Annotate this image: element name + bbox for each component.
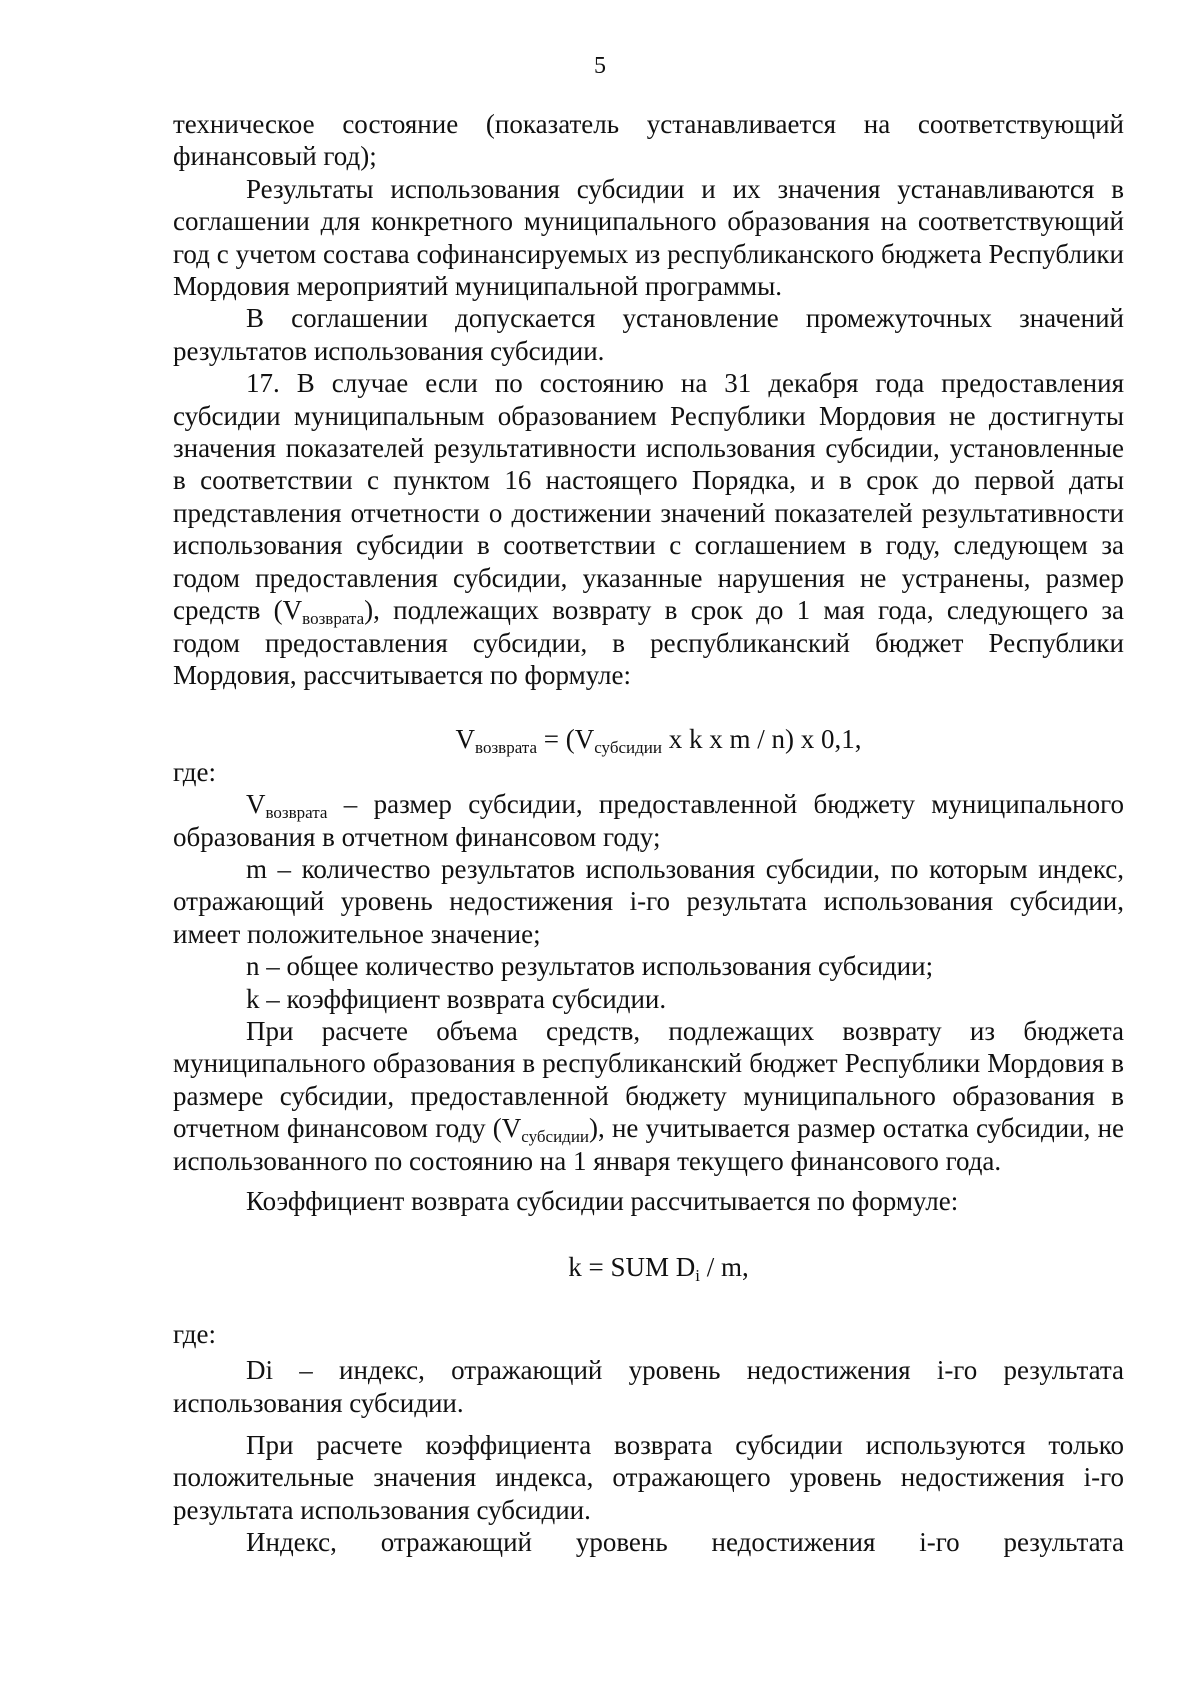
paragraph-calculation: [173, 1015, 1124, 1177]
calculation-subscript: субсидии: [521, 1127, 590, 1147]
formula-k-start: k = SUM D: [568, 1252, 696, 1283]
paragraph-index-start: Индекс, отражающий уровень недостижения i-го результата: [246, 1527, 1124, 1558]
definition-v-subscript: возврата: [265, 803, 328, 823]
where-label-2: где:: [173, 1318, 216, 1349]
formula-equals: = (V: [537, 724, 595, 755]
paragraph-intermediate-values: В соглашении допускается установление промежуточных значений результатов использования субсидии.: [173, 303, 1124, 366]
paragraph-clause-17: [173, 367, 1124, 691]
formula-coefficient: [173, 1251, 1124, 1286]
definition-v-text: – размер субсидии, предоставленной бюджету муниципального образования в отчетном финансовом году;: [173, 789, 1124, 852]
document-body: [173, 108, 1124, 1559]
formula-v: V: [455, 724, 476, 755]
definition-v-return: [173, 788, 1124, 853]
formula-sub-return: возврата: [475, 738, 537, 758]
paragraph-technical-state: техническое состояние (показатель устанавливается на соответствующий финансовый год);: [173, 109, 1124, 172]
where-label-1: где:: [173, 756, 216, 787]
definition-m: m – количество результатов использования субсидии, по которым индекс, отражающий уровень недостижения i-го результата использования субсидии, имеет положительное значение;: [173, 853, 1124, 949]
formula-sub-subsidy: субсидии: [594, 738, 662, 758]
clause-17-text-end: ), подлежащих возврату в срок до 1 мая года, следующего за годом предоставления субсидии, в республиканский бюджет Республики Мордовия, рассчитывается по формуле:: [173, 595, 1125, 690]
formula-k-end: / m,: [699, 1252, 749, 1283]
paragraph-coefficient-formula-intro: Коэффициент возврата субсидии рассчитывается по формуле:: [246, 1186, 959, 1216]
paragraph-results-agreement: Результаты использования субсидии и их значения устанавливаются в соглашении для конкретного муниципального образования на соответствующий год с учетом состава софинансируемых из республиканского бюджета Республики Мордовия мероприятий муниципальной программы.: [173, 173, 1124, 302]
definition-di: Di – индекс, отражающий уровень недостижения i-го результата использования субсидии.: [173, 1355, 1124, 1418]
definition-n: n – общее количество результатов использования субсидии;: [246, 951, 934, 982]
calculation-text-start: При расчете объема средств, подлежащих возврату из бюджета муниципального образования в республиканский бюджет Республики Мордовия в размере субсидии, предоставленной бюджету муниципального образования в отчетном финансовом году (V: [173, 1015, 1124, 1144]
page-number: 5: [594, 53, 606, 79]
clause-17-subscript: возврата: [302, 609, 365, 629]
formula-k-subscript: i: [695, 1266, 700, 1286]
paragraph-positive-values: При расчете коэффициента возврата субсидии используются только положительные значения индекса, отражающего уровень недостижения i-го результата использования субсидии.: [173, 1430, 1124, 1525]
formula-return-amount: [173, 723, 1124, 758]
definition-v-symbol: V: [246, 789, 266, 820]
formula-expression: x k x m / n) x 0,1,: [661, 724, 862, 755]
calculation-text-end: ), не учитывается размер остатка субсидии, не использованного по состоянию на 1 января текущего финансового года.: [173, 1113, 1125, 1176]
clause-17-text-start: 17. В случае если по состоянию на 31 декабря года предоставления субсидии муниципальным образованием Республики Мордовия не достигнуты значения показателей результативности использования субсидии, установленные в соответствии с пунктом 16 настоящего Порядка, и в срок до первой даты представления отчетности о достижении значений показателей результативности использования субсидии в соответствии с соглашением в году, следующем за годом предоставления субсидии, указанные нарушения не устранены, размер средств (V: [173, 368, 1124, 626]
definition-k: k – коэффициент возврата субсидии.: [246, 983, 667, 1014]
